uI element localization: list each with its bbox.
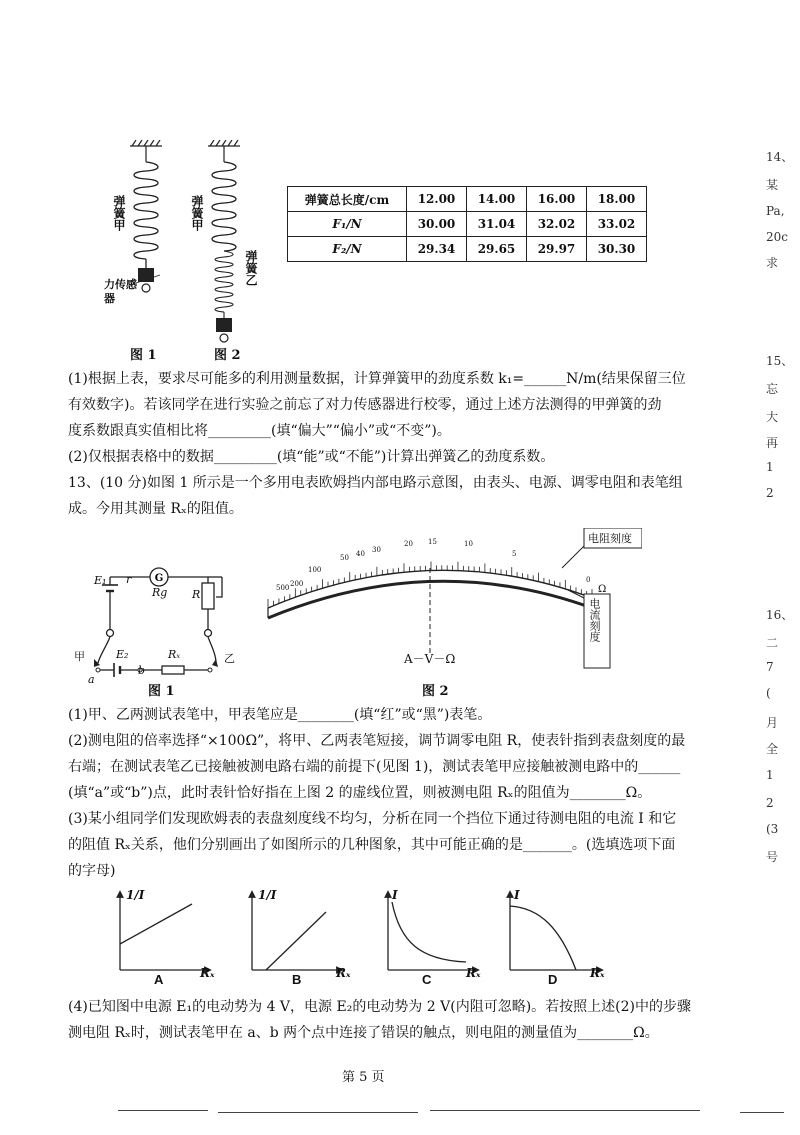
q12-p2: (2)仅根据表格中的数据_________(填“能”或“不能”)计算出弹簧乙的劲度系数。 — [68, 449, 555, 465]
dial-number-200: 200 — [290, 580, 304, 588]
fig2-caption-top: 图 2 — [214, 348, 241, 363]
graph-c-ylabel: I — [392, 888, 398, 902]
table-cell: 16.00 — [527, 187, 587, 212]
dial-number-500: 500 — [276, 584, 290, 592]
margin-fragment: 1 — [766, 460, 774, 474]
q12-p1-line3: 度系数跟真实值相比将_________(填“偏大”“偏小”或“不变”)。 — [68, 423, 451, 439]
graph-c-letter: C — [422, 972, 432, 987]
option-graphs — [100, 888, 620, 988]
circuit-a: a — [88, 673, 95, 686]
q13-p1: (1)甲、乙两测试表笔中，甲表笔应是________(填“红”或“黑”)表笔。 — [68, 707, 492, 723]
margin-fragment: 14、 — [766, 150, 794, 164]
table-cell: 32.02 — [527, 212, 587, 237]
dial-number-5: 5 — [512, 550, 517, 558]
page-number: 第 5 页 — [342, 1070, 385, 1085]
dial-number-0: 0 — [586, 576, 591, 584]
scan-line-bottom-3 — [430, 1110, 700, 1111]
scan-line-bottom-2 — [218, 1112, 418, 1113]
graph-c-curve — [392, 902, 466, 962]
q12-p1-line2: 有效数字)。若该同学在进行实验之前忘了对力传感器进行校零，通过上述方法测得的甲弹簧的劲 — [68, 397, 662, 413]
graph-d-letter: D — [548, 972, 558, 987]
circuit-b: b — [138, 664, 146, 677]
graph-d-xlabel: Rₓ — [590, 966, 605, 980]
spring-b-fig2 — [215, 251, 233, 318]
margin-fragment: 再 — [766, 436, 779, 450]
graph-c-xlabel: Rₓ — [466, 966, 481, 980]
ceiling-1 — [130, 140, 162, 162]
spring-b-label: 弹簧乙 — [244, 250, 258, 286]
table-cell: 29.65 — [467, 237, 527, 262]
dial-number-10: 10 — [464, 540, 473, 548]
circuit-r: r — [126, 573, 132, 586]
table-row — [288, 187, 647, 212]
circuit-rx: Rₓ — [168, 648, 181, 661]
table-header-label: 弹簧总长度/cm — [288, 187, 407, 212]
graph-a-xlabel: Rₓ — [200, 966, 215, 980]
graph-d-curve — [510, 906, 576, 970]
circuit-yi: 乙 — [224, 652, 235, 665]
margin-fragment: 16、 — [766, 608, 794, 622]
resistance-scale-label: 电阻刻度 — [588, 532, 632, 545]
margin-fragment: Pa, — [766, 204, 785, 218]
table-cell: 29.34 — [407, 237, 467, 262]
graph-d-ylabel: I — [514, 888, 520, 902]
margin-fragment: 7 — [766, 660, 774, 674]
margin-fragment: 二 — [766, 636, 779, 650]
fig1-caption-top: 图 1 — [130, 348, 157, 363]
q13-p4-line2: 测电阻 Rₓ时，测试表笔甲在 a、b 两个点中连接了错误的触点，则电阻的测量值为________Ω。 — [68, 1025, 659, 1041]
margin-fragment: 号 — [766, 850, 779, 864]
sensor-fig2 — [216, 318, 232, 332]
graph-b-curve — [266, 912, 326, 970]
circuit-rg: Rg — [152, 586, 168, 599]
spring-a-label-2: 弹簧甲 — [190, 195, 204, 231]
dial-number-40: 40 — [356, 550, 365, 558]
margin-fragment: 2 — [766, 486, 774, 500]
circuit-caption: 图 1 — [148, 684, 175, 699]
dial-ohm-symbol: Ω — [598, 584, 607, 595]
ceiling-2 — [208, 140, 240, 162]
graph-b-xlabel: Rₓ — [336, 966, 351, 980]
circuit-e1: E₁ — [94, 574, 107, 587]
table-row-label: F₂/N — [288, 237, 407, 262]
margin-fragment: 某 — [766, 178, 779, 192]
margin-fragment: 大 — [766, 410, 779, 424]
meter-caption: 图 2 — [422, 684, 449, 699]
scan-line-bottom-4 — [740, 1112, 784, 1113]
q13-intro-line1: 13、(10 分)如图 1 所示是一个多用电表欧姆挡内部电路示意图，由表头、电源、调零电阻和表笔组 — [68, 475, 683, 491]
q13-p2-line3: (填“a”或“b”)点，此时表针恰好指在上图 2 的虚线位置，则被测电阻 Rₓ的阻值为________Ω。 — [68, 785, 652, 801]
table-cell: 30.30 — [587, 237, 647, 262]
table-cell: 18.00 — [587, 187, 647, 212]
q13-p2-line2: 右端；在测试表笔乙已接触被测电路右端的前提下(见图 1)，测试表笔甲应接触被测电路中的______ — [68, 759, 681, 775]
table-cell: 14.00 — [467, 187, 527, 212]
dial-number-100: 100 — [308, 566, 322, 574]
table-cell: 33.02 — [587, 212, 647, 237]
q13-p2-line1: (2)测电阻的倍率选择“×100Ω”，将甲、乙两表笔短接，调节调零电阻 R，使表针指到表盘刻度的最 — [68, 733, 686, 749]
margin-fragment: ( — [766, 686, 771, 700]
margin-fragment: 2 — [766, 796, 774, 810]
circuit-g: G — [154, 573, 164, 584]
graph-a-letter: A — [154, 972, 164, 987]
q13-p3-line2: 的阻值 Rₓ关系，他们分别画出了如图所示的几种图象，其中可能正确的是_______。(选填选项下面 — [68, 837, 676, 853]
spring-a-label-1: 弹簧甲 — [112, 195, 126, 231]
margin-fragment: 15、 — [766, 354, 794, 368]
dial-number-30: 30 — [372, 546, 381, 554]
table-cell: 29.97 — [527, 237, 587, 262]
graph-a-ylabel: 1/I — [126, 888, 145, 902]
table-row-label: F₁/N — [288, 212, 407, 237]
q13-p3-line3: 的字母) — [68, 863, 116, 879]
margin-fragment: 全 — [766, 742, 779, 756]
meter-model: A－V－Ω — [404, 652, 456, 666]
graph-a-curve — [120, 904, 192, 944]
dial-number-15: 15 — [428, 538, 437, 546]
table-row — [288, 212, 647, 237]
spring-a-fig2 — [212, 162, 236, 251]
current-scale-label: 电流刻度 — [588, 598, 601, 642]
circuit-rheostat: R — [192, 588, 201, 601]
q13-p3-line1: (3)某小组同学们发现欧姆表的表盘刻度线不均匀，分析在同一个挡位下通过待测电阻的电流 I 和它 — [68, 811, 677, 827]
circuit-jia: 甲 — [74, 650, 85, 663]
spring-data-table — [287, 186, 647, 262]
graph-b-ylabel: 1/I — [258, 888, 277, 902]
spring-a-fig1 — [134, 162, 158, 268]
table-cell: 12.00 — [407, 187, 467, 212]
graph-b-letter: B — [292, 972, 302, 987]
q13-intro-line2: 成。今用其测量 Rₓ的阻值。 — [68, 501, 243, 517]
scan-line-bottom — [118, 1110, 208, 1111]
margin-fragment: 1 — [766, 768, 774, 782]
circuit-e2: E₂ — [116, 648, 129, 661]
q13-p4-line1: (4)已知图中电源 E₁的电动势为 4 V，电源 E₂的电动势为 2 V(内阻可忽略)。若按照上述(2)中的步骤 — [68, 999, 691, 1015]
sensor-label: 力传感器 — [104, 278, 137, 305]
margin-fragment: 忘 — [766, 382, 779, 396]
margin-fragment: (3 — [766, 822, 779, 836]
table-cell: 30.00 — [407, 212, 467, 237]
margin-fragment: 20c — [766, 230, 788, 244]
q12-p1-line1: (1)根据上表，要求尽可能多的利用测量数据，计算弹簧甲的劲度系数 k₁=______N/m(结果保留三位 — [68, 371, 686, 387]
dial-number-50: 50 — [340, 554, 349, 562]
dial-number-20: 20 — [404, 540, 413, 548]
margin-fragment: 求 — [766, 256, 779, 270]
table-cell: 31.04 — [467, 212, 527, 237]
margin-fragment: 月 — [766, 716, 779, 730]
table-row — [288, 237, 647, 262]
